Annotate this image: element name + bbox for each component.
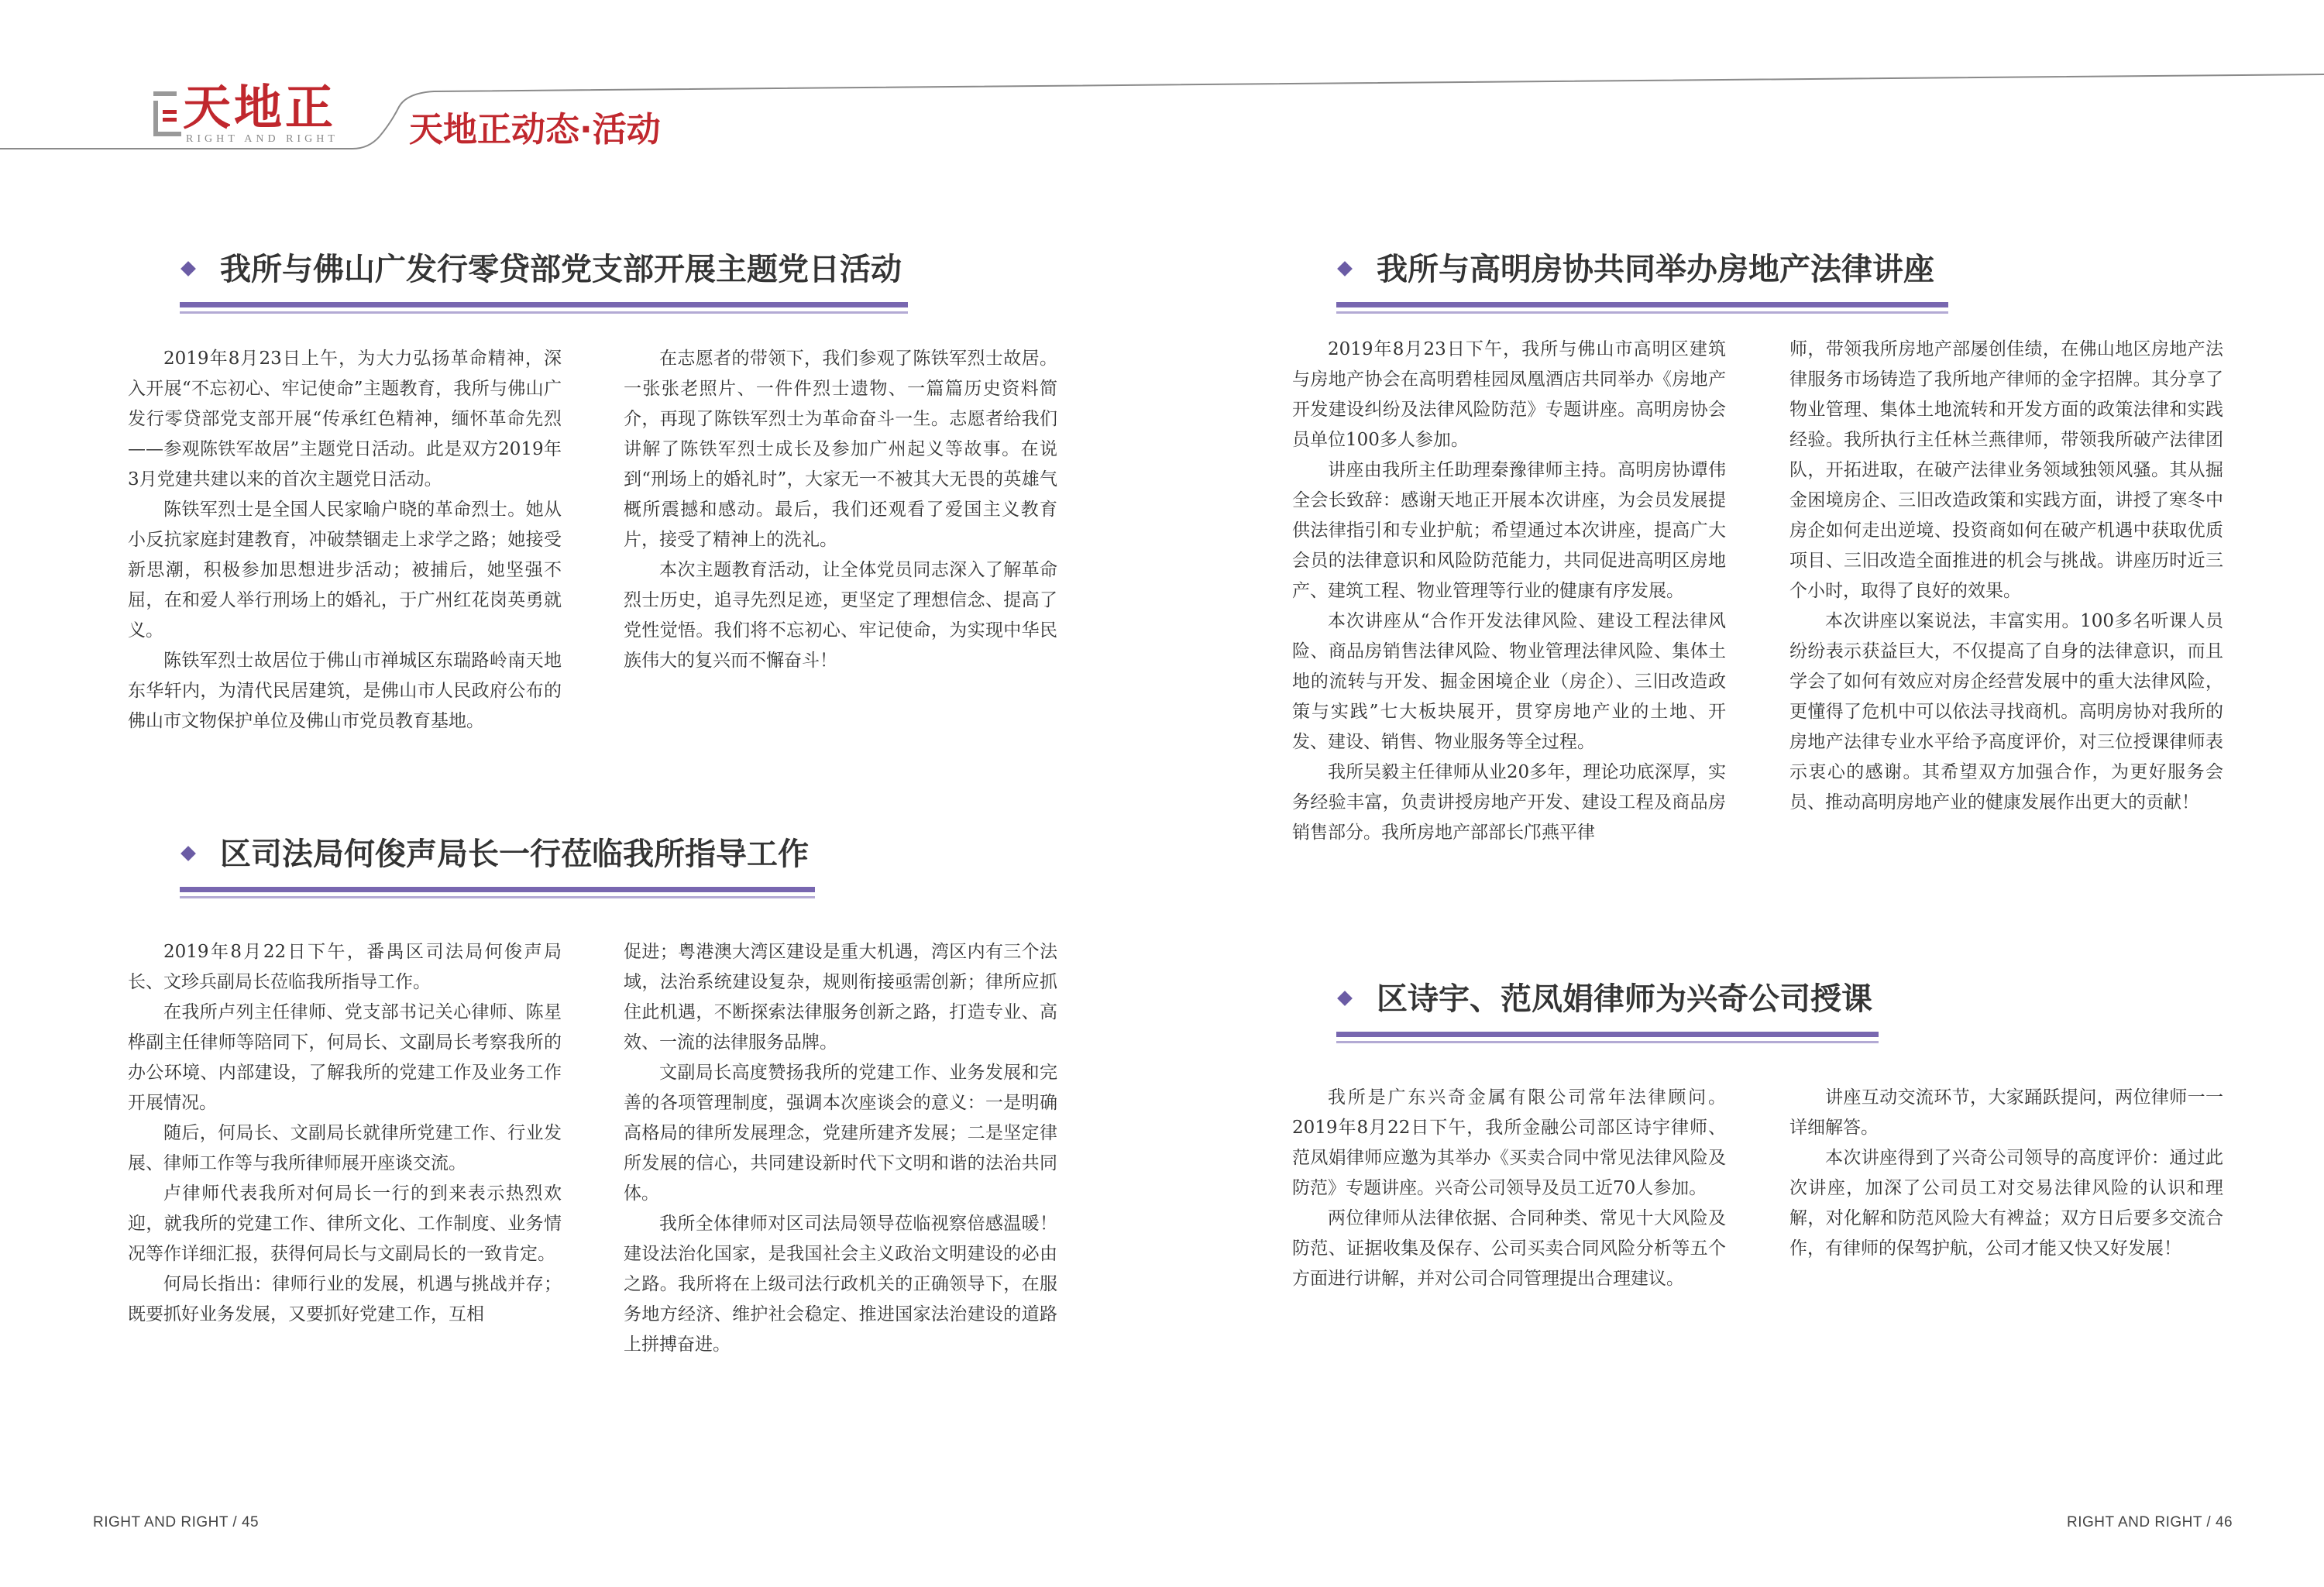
heading-underline — [1336, 302, 1948, 307]
diamond-bullet-icon — [180, 261, 196, 277]
paragraph: 在志愿者的带领下，我们参观了陈铁军烈士故居。一张张老照片、一件件烈士遗物、一篇篇历史资料简介，再现了陈铁军烈士为革命奋斗一生。志愿者给我们讲解了陈铁军烈士成长及参加广州起义等故事。在说到“刑场上的婚礼时”，大家无一不被其大无畏的英雄气概所震撼和感动。最后，我们还观看了爱国主义教育片，接受了精神上的洗礼。 — [624, 349, 1057, 550]
article-title: 我所与佛山广发行零贷部党支部开展主题党日活动 — [220, 252, 902, 287]
logo — [152, 79, 369, 147]
article-body-column — [624, 937, 1057, 1360]
heading-underline — [180, 887, 815, 892]
paragraph: 2019年8月23日下午，我所与佛山市高明区建筑与房地产协会在高明碧桂园凤凰酒店共同举办《房地产开发建设纠纷及法律风险防范》专题讲座。高明房协会员单位100多人参加。 — [1292, 339, 1726, 450]
paragraph: 陈铁军烈士是全国人民家喻户晓的革命烈士。她从小反抗家庭封建教育，冲破禁锢走上求学之路；她接受新思潮，积极参加思想进步活动；被捕后，她坚强不屈，在和爱人举行刑场上的婚礼，于广州红花岗英勇就义。 — [128, 500, 562, 641]
paragraph: 卢律师代表我所对何局长一行的到来表示热烈欢迎，就我所的党建工作、律所文化、工作制度、业务情况等作详细汇报，获得何局长与文副局长的一致肯定。 — [128, 1183, 562, 1264]
paragraph: 两位律师从法律依据、合同种类、常见十大风险及防范、证据收集及保存、公司买卖合同风险分析等五个方面进行讲解，并对公司合同管理提出合理建议。 — [1292, 1208, 1726, 1289]
paragraph: 何局长指出：律师行业的发展，机遇与挑战并存；既要抓好业务发展，又要抓好党建工作，互相 — [128, 1274, 562, 1324]
heading-underline-thin — [180, 896, 815, 898]
paragraph: 本次主题教育活动，让全体党员同志深入了解革命烈士历史，追寻先烈足迹，更坚定了理想信念、提高了党性觉悟。我们将不忘初心、牢记使命，为实现中华民族伟大的复兴而不懈奋斗！ — [624, 560, 1057, 671]
article-body-column — [1789, 335, 2223, 818]
article-body-column — [1292, 1083, 1726, 1294]
paragraph: 讲座互动交流环节，大家踊跃提问，两位律师一一详细解答。 — [1789, 1087, 2223, 1138]
article-heading — [180, 248, 908, 314]
article-heading — [180, 833, 815, 899]
logo-mark-icon — [152, 88, 183, 139]
paragraph: 文副局长高度赞扬我所的党建工作、业务发展和完善的各项管理制度，强调本次座谈会的意义：一是明确高格局的律所发展理念，党建所建齐发展；二是坚定律所发展的信心，共同建设新时代下文明和谐的法治共同体。 — [624, 1063, 1057, 1204]
paragraph: 讲座由我所主任助理秦豫律师主持。高明房协谭伟全会长致辞：感谢天地正开展本次讲座，为会员发展提供法律指引和专业护航；希望通过本次讲座，提高广大会员的法律意识和风险防范能力，共同促进高明区房地产、建筑工程、物业管理等行业的健康有序发展。 — [1292, 460, 1726, 601]
heading-underline-thin — [1336, 1041, 1879, 1043]
heading-underline-thin — [180, 311, 908, 314]
paragraph: 陈铁军烈士故居位于佛山市禅城区东瑞路岭南天地东华轩内，为清代民居建筑，是佛山市人民政府公布的佛山市文物保护单位及佛山市党员教育基地。 — [128, 651, 562, 731]
diamond-bullet-icon — [1337, 261, 1353, 277]
article-heading — [1336, 977, 1879, 1044]
article-heading — [1336, 248, 1948, 314]
article-body-column — [1292, 335, 1726, 848]
paragraph: 师，带领我所房地产部屡创佳绩，在佛山地区房地产法律服务市场铸造了我所地产律师的金字招牌。其分享了物业管理、集体土地流转和开发方面的政策法律和实践经验。我所执行主任林兰燕律师，带领我所破产法律团队，开拓进取，在破产法律业务领域独领风骚。其从掘金困境房企、三旧改造政策和实践方面，讲授了寒冬中房企如何走出逆境、投资商如何在破产机遇中获取优质项目、三旧改造全面推进的机会与挑战。讲座历时近三个小时，取得了良好的效果。 — [1789, 339, 2223, 601]
logo-subtitle: RIGHT AND RIGHT — [186, 133, 339, 145]
diamond-bullet-icon — [1337, 991, 1353, 1006]
heading-underline — [1336, 1032, 1879, 1037]
article-body-column — [624, 344, 1057, 676]
article-title: 区司法局何俊声局长一行莅临我所指导工作 — [220, 836, 809, 872]
heading-underline — [180, 302, 908, 307]
article-title: 我所与高明房协共同举办房地产法律讲座 — [1377, 252, 1934, 287]
paragraph: 随后，何局长、文副局长就律所党建工作、行业发展、律师工作等与我所律师展开座谈交流。 — [128, 1123, 562, 1173]
paragraph: 本次讲座以案说法，丰富实用。100多名听课人员纷纷表示获益巨大，不仅提高了自身的法律意识，而且学会了如何有效应对房企经营发展中的重大法律风险，更懂得了危机中可以依法寻找商机。高明房协对我所的房地产法律专业水平给予高度评价，对三位授课律师表示衷心的感谢。其希望双方加强合作，为更好服务会员、推动高明房地产业的健康发展作出更大的贡献！ — [1789, 611, 2223, 812]
paragraph: 我所全体律师对区司法局领导莅临视察倍感温暖！建设法治化国家，是我国社会主义政治文明建设的必由之路。我所将在上级司法行政机关的正确领导下，在服务地方经济、维护社会稳定、推进国家法治建设的道路上拼搏奋进。 — [624, 1214, 1057, 1355]
page-number-left: RIGHT AND RIGHT / 45 — [93, 1514, 260, 1530]
heading-underline-thin — [1336, 311, 1948, 314]
paragraph: 本次讲座得到了兴奇公司领导的高度评价：通过此次讲座，加深了公司员工对交易法律风险的认识和理解，对化解和防范风险大有裨益；双方日后要多交流合作，有律师的保驾护航，公司才能又快又好发展！ — [1789, 1148, 2223, 1259]
page-number-right: RIGHT AND RIGHT / 46 — [2067, 1514, 2233, 1530]
diamond-bullet-icon — [180, 846, 196, 861]
article-body-column — [128, 344, 562, 737]
paragraph: 2019年8月22日下午，番禺区司法局何俊声局长、文珍兵副局长莅临我所指导工作。 — [128, 942, 562, 992]
article-title: 区诗宇、范凤娟律师为兴奇公司授课 — [1377, 981, 1872, 1017]
paragraph: 2019年8月23日上午，为大力弘扬革命精神，深入开展“不忘初心、牢记使命”主题教育，我所与佛山广发行零贷部党支部开展“传承红色精神，缅怀革命先烈——参观陈铁军故居”主题党日活动。此是双方2019年3月党建共建以来的首次主题党日活动。 — [128, 349, 562, 489]
section-title: 天地正动态·活动 — [409, 110, 661, 149]
paragraph: 促进；粤港澳大湾区建设是重大机遇，湾区内有三个法域，法治系统建设复杂，规则衔接亟需创新；律所应抓住此机遇，不断探索法律服务创新之路，打造专业、高效、一流的法律服务品牌。 — [624, 942, 1057, 1053]
logo-text: 天地正 — [183, 79, 337, 136]
paragraph: 本次讲座从“合作开发法律风险、建设工程法律风险、商品房销售法律风险、物业管理法律风险、集体土地的流转与开发、掘金困境企业（房企）、三旧改造政策与实践”七大板块展开，贯穿房地产业的土地、开发、建设、销售、物业服务等全过程。 — [1292, 611, 1726, 752]
paragraph: 我所吴毅主任律师从业20多年，理论功底深厚，实务经验丰富，负责讲授房地产开发、建设工程及商品房销售部分。我所房地产部部长邝燕平律 — [1292, 762, 1726, 843]
article-body-column — [128, 937, 562, 1330]
paragraph: 我所是广东兴奇金属有限公司常年法律顾问。2019年8月22日下午，我所金融公司部区诗宇律师、范凤娟律师应邀为其举办《买卖合同中常见法律风险及防范》专题讲座。兴奇公司领导及员工近70人参加。 — [1292, 1087, 1726, 1198]
paragraph: 在我所卢列主任律师、党支部书记关心律师、陈星桦副主任律师等陪同下，何局长、文副局长考察我所的办公环境、内部建设，了解我所的党建工作及业务工作开展情况。 — [128, 1002, 562, 1113]
article-body-column — [1789, 1083, 2223, 1264]
